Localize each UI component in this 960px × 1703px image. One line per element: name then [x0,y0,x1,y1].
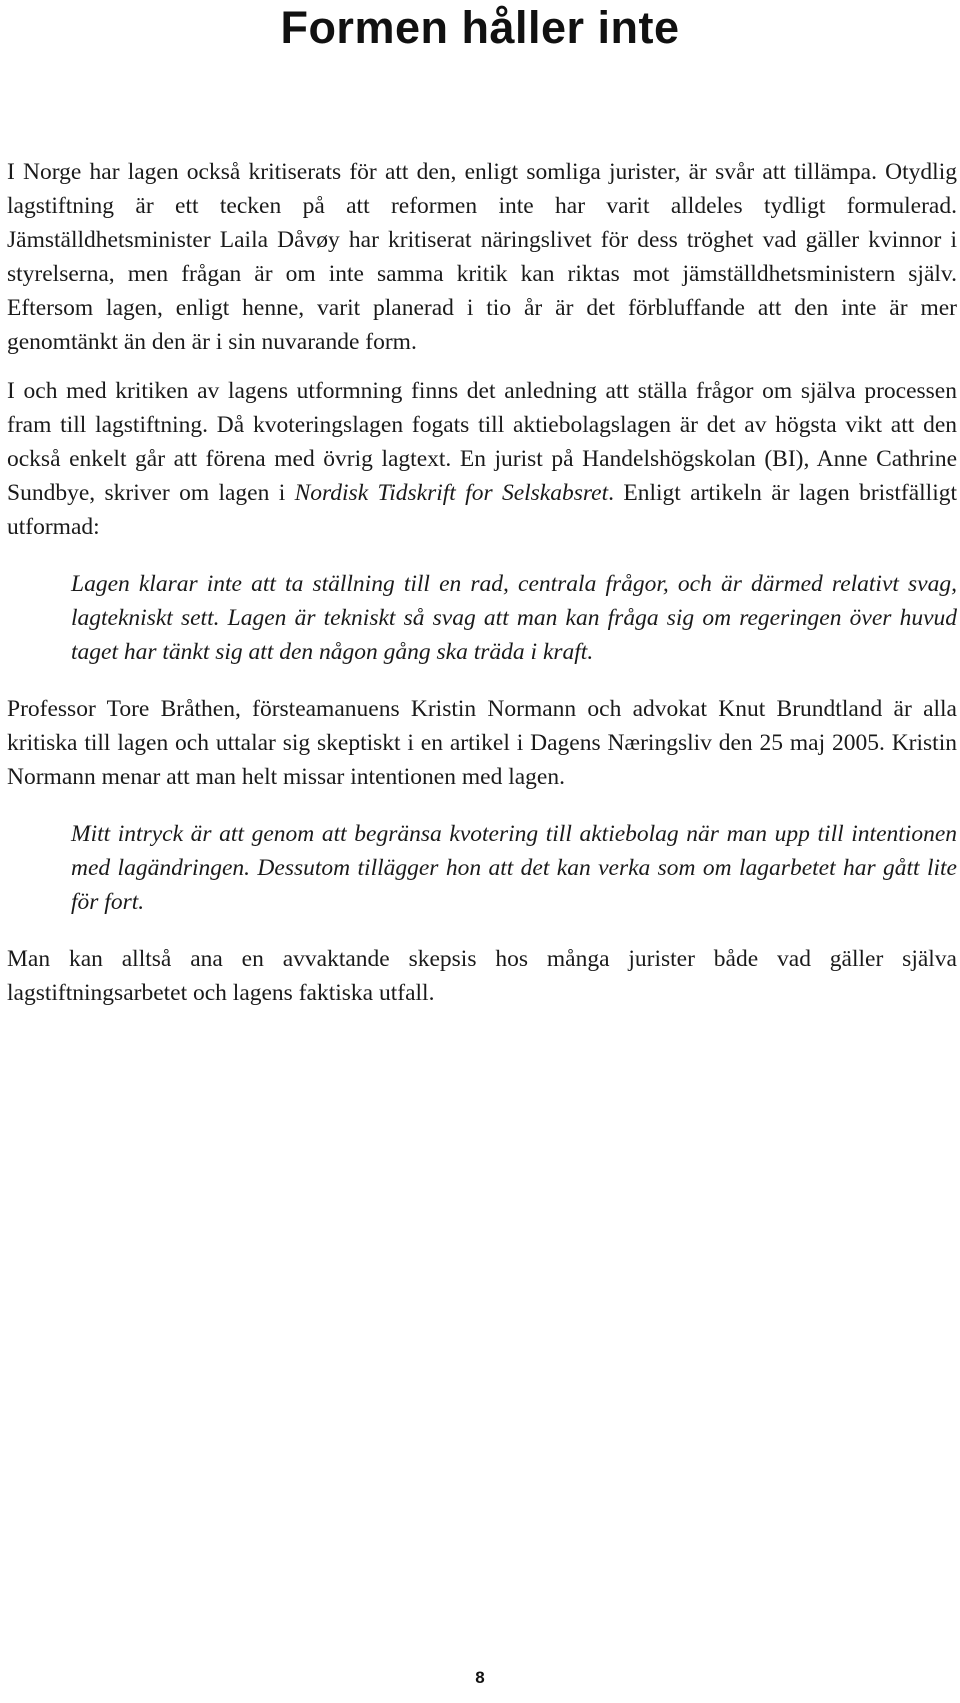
block-quote-normann: Mitt intryck är att genom att begränsa kvotering till aktiebolag när man upp till intentionen med lagändringen. Dessutom tillägger hon att det kan verka som om lagarbetet har gått lite för fort. [71,821,957,915]
paragraph-legislation-process-text: I och med kritiken av lagens utformning finns det anledning att ställa frågor om själva processen fram till lagstiftning. Då kvoteringslagen fogats till aktiebolagslagen är det av högsta vikt att den också enkelt går att förena med övrig lagtext. En jurist på Handelshögskolan (BI), Anne Cathrine Sundbye, skriver om lagen i [7,378,957,506]
article-body [7,155,957,1010]
paragraph-norway-criticism: I Norge har lagen också kritiserats för att den, enligt somliga jurister, är svår att tillämpa. Otydlig lagstiftning är ett tecken på att reformen inte har varit alldeles tydligt formulerad. Jämställdhetsminister Laila Dåvøy har kritiserat näringslivet för dess tröghet vad gäller kvinnor i styrelserna, men frågan är om inte samma kritik kan riktas mot jämställdhetsministern själv. Eftersom lagen, enligt henne, varit planerad i tio år är det förbluffande att den inte är mer genomtänkt än den är i sin nuvarande form. [7,159,957,355]
journal-title: Nordisk Tidskrift for Selskabsret [294,480,609,506]
paragraph-conclusion: Man kan alltså ana en avvaktande skepsis hos många jurister både vad gäller själva lagstiftningsarbetet och lagens faktiska utfall. [7,946,957,1006]
block-quote-sundbye: Lagen klarar inte att ta ställning till en rad, centrala frågor, och är därmed relativt svag, lagtekniskt sett. Lagen är tekniskt så svag att man kan fråga sig om regeringen över huvud taget har tänkt sig att den någon gång ska träda i kraft. [71,571,957,665]
paragraph-professors-criticism: Professor Tore Bråthen, försteamanuens Kristin Normann och advokat Knut Brundtland är alla kritiska till lagen och uttalar sig skeptiskt i en artikel i Dagens Næringsliv den 25 maj 2005. Kristin Normann menar att man helt missar intentionen med lagen. [7,696,957,790]
paragraph-legislation-process [7,374,957,544]
page-title: Formen håller inte [280,2,680,53]
page-number: 8 [475,1668,485,1687]
paragraph-legislation-process-ending: . Enligt artikeln är lagen bristfälligt utformad: [7,480,957,540]
